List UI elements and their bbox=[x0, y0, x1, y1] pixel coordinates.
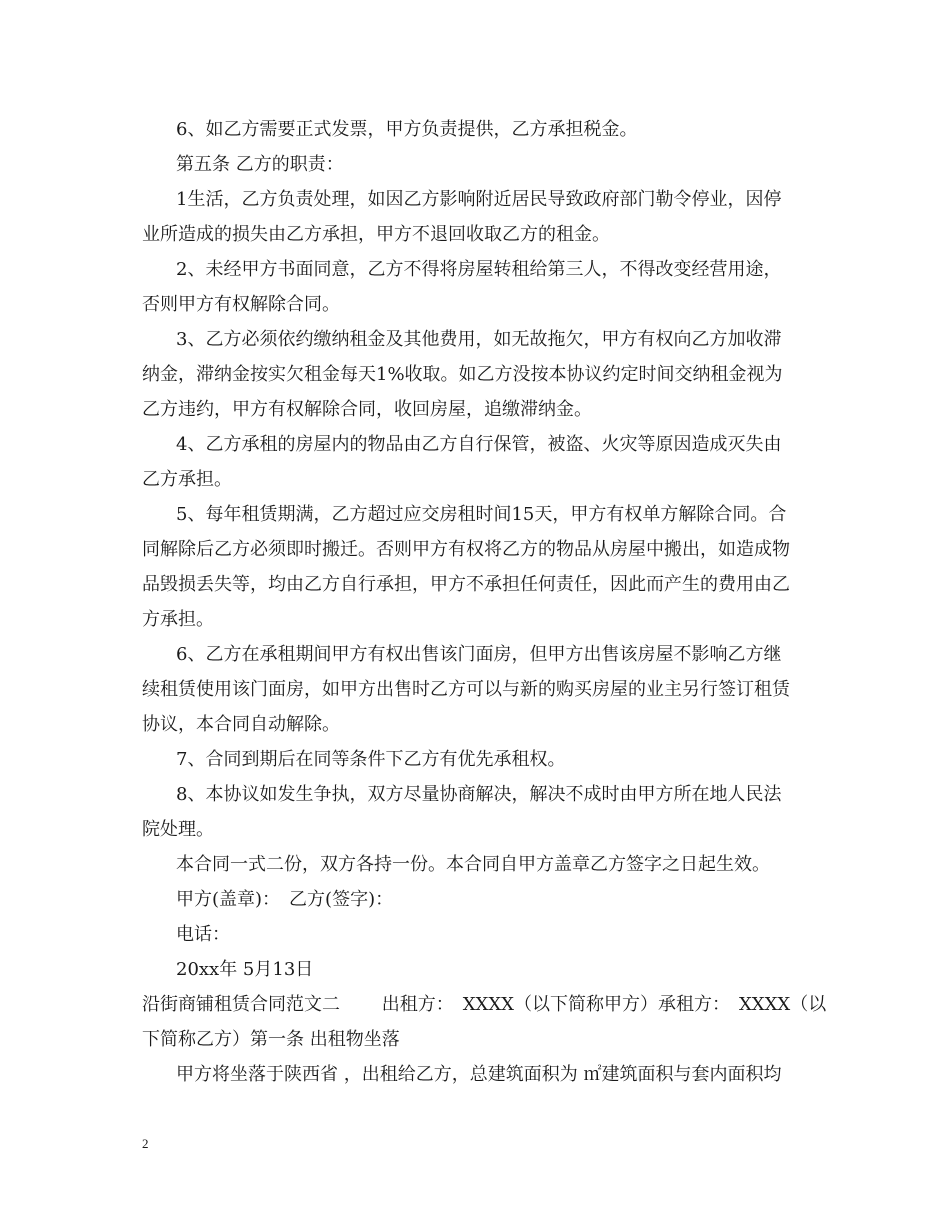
text-line: 协议，本合同自动解除。 bbox=[142, 714, 340, 735]
text-line: 8、本协议如发生争执，双方尽量协商解决，解决不成时由甲方所在地人民法 bbox=[176, 784, 782, 805]
text-line: 2、未经甲方书面同意，乙方不得将房屋转租给第三人，不得改变经营用途， bbox=[176, 259, 782, 280]
text-line: 下简称乙方）第一条 出租物坐落 bbox=[142, 1029, 400, 1050]
text-line: 乙方违约，甲方有权解除合同，收回房屋，追缴滞纳金。 bbox=[142, 399, 592, 420]
text-line: 否则甲方有权解除合同。 bbox=[142, 294, 340, 315]
text-line: 3、乙方必须依约缴纳租金及其他费用，如无故拖欠，甲方有权向乙方加收滞 bbox=[176, 329, 782, 350]
text-line: 品毁损丢失等，均由乙方自行承担，甲方不承担任何责任，因此而产生的费用由乙 bbox=[142, 574, 790, 595]
text-line: 业所造成的损失由乙方承担，甲方不退回收取乙方的租金。 bbox=[142, 224, 610, 245]
text-line: 本合同一式二份，双方各持一份。本合同自甲方盖章乙方签字之日起生效。 bbox=[176, 854, 770, 875]
text-line: 同解除后乙方必须即时搬迁。否则甲方有权将乙方的物品从房屋中搬出，如造成物 bbox=[142, 539, 790, 560]
signature-line: 甲方(盖章)： 乙方(签字)： bbox=[176, 889, 394, 910]
date-line: 20xx年 5月13日 bbox=[176, 959, 314, 980]
text-line: 4、乙方承租的房屋内的物品由乙方自行保管，被盗、火灾等原因造成灭失由 bbox=[176, 434, 782, 455]
text-line: 6、乙方在承租期间甲方有权出售该门面房，但甲方出售该房屋不影响乙方继 bbox=[176, 644, 782, 665]
heading-line: 沿街商铺租赁合同范文二 出租方： XXXX（以下简称甲方）承租方： XXXX（以 bbox=[142, 994, 827, 1015]
text-line: 纳金，滞纳金按实欠租金每天1%收取。如乙方没按本协议约定时间交纳租金视为 bbox=[142, 364, 783, 385]
section-heading: 第五条 乙方的职责： bbox=[176, 154, 344, 175]
text-line: 方承担。 bbox=[142, 609, 214, 630]
text-line: 5、每年租赁期满，乙方超过应交房租时间15天，甲方有权单方解除合同。合 bbox=[176, 504, 787, 525]
text-line: 院处理。 bbox=[142, 819, 214, 840]
text-line: 1生活，乙方负责处理，如因乙方影响附近居民导致政府部门勒令停业，因停 bbox=[176, 189, 782, 210]
text-line: 甲方将坐落于陕西省 ，出租给乙方，总建筑面积为 ㎡建筑面积与套内面积均 bbox=[176, 1064, 782, 1085]
text-line: 续租赁使用该门面房，如甲方出售时乙方可以与新的购买房屋的业主另行签订租赁 bbox=[142, 679, 790, 700]
text-line: 6、如乙方需要正式发票，甲方负责提供，乙方承担税金。 bbox=[176, 119, 638, 140]
text-line: 7、合同到期后在同等条件下乙方有优先承租权。 bbox=[176, 749, 566, 770]
phone-line: 电话： bbox=[176, 924, 230, 945]
page-number: 2 bbox=[142, 1136, 149, 1151]
text-line: 乙方承担。 bbox=[142, 469, 232, 490]
